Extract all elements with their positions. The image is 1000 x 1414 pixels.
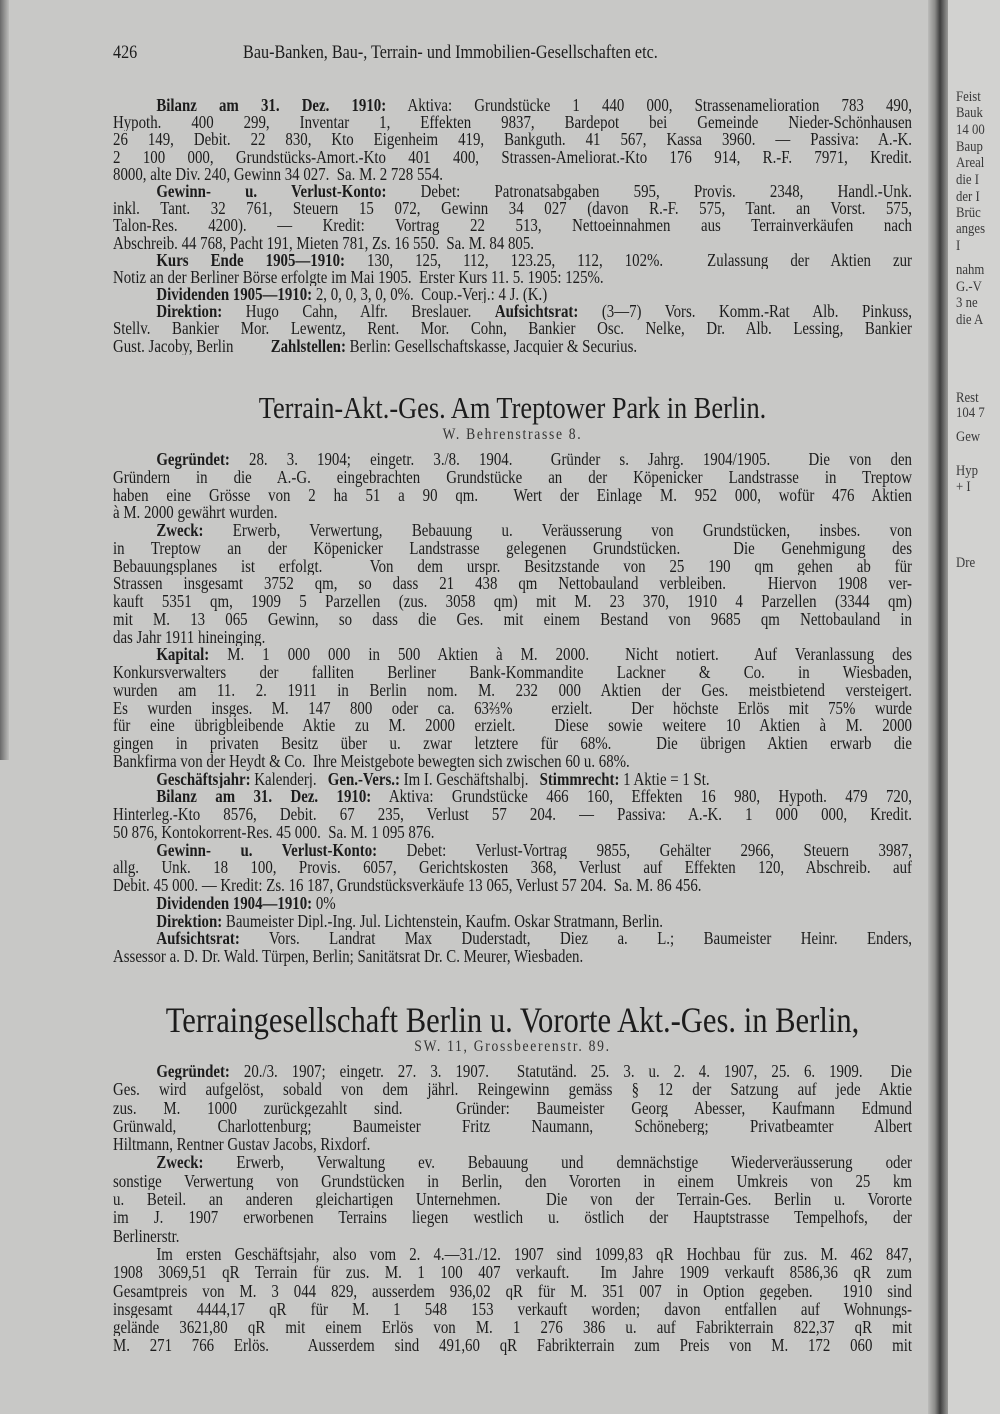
text-line: [113, 469, 912, 487]
paragraph: [113, 913, 912, 931]
text-line: [113, 1336, 912, 1354]
fragment-text: die I: [956, 172, 980, 188]
text-segment: (3—7) Vors. Komm.-Rat Alb. Pinkuss,: [578, 303, 912, 321]
text-segment: 28. 3. 1904; eingetr. 3./8. 1904. Gründer s. Jahrg. 1904/1905. Die von den: [229, 451, 912, 469]
text-segment: haben eine Grösse von 2 ha 51 a 90 qm. Wert der Einlage M. 952 000, wofür 476 Aktien: [113, 486, 912, 505]
section-label: Zweck:: [156, 522, 204, 540]
text-segment: Abschreib. 44 768, Pacht 191, Mieten 781, Zs. 16 550. Sa. M. 84 805.: [113, 234, 535, 252]
text-line: [113, 320, 912, 337]
book-gutter: [928, 0, 948, 1414]
text-segment: Grünwald, Charlottenburg; Baumeister Fritz Naumann, Schöneberg; Privatbeamter Albert: [113, 1116, 912, 1136]
text-segment: Debit. 45 000. — Kredit: Zs. 16 187, Grundstücksverkäufe 13 065, Verlust 57 204. Sa. M. 86 456.: [113, 877, 702, 895]
text-segment: 50 876, Kontokorrent-Res. 45 000. Sa. M. 1 095 876.: [113, 823, 435, 842]
text-segment: wurden am 11. 2. 1911 in Berlin nom. M. 232 000 Aktien der Ges. meistbietend versteigert.: [113, 681, 912, 700]
text-line: [113, 1135, 912, 1153]
text-segment: Aktiva: Grundstücke 466 160, Effekten 16 980, Hypoth. 479 720,: [371, 788, 912, 806]
text-segment: Berlinerstr.: [113, 1226, 180, 1245]
fragment-text: Rest: [956, 390, 979, 406]
text-line: [113, 504, 912, 522]
text-segment: Hinterleg.-Kto 8576, Debit. 67 235, Verlust 57 204. — Passiva: A.-K. 1 000 000, Kredit.: [113, 806, 912, 824]
paragraph: [113, 1153, 912, 1244]
text-line: [113, 1172, 912, 1190]
text-line: [113, 753, 912, 771]
text-segment: Strassen insgesamt 3752 qm, so dass 21 438 qm Nettobauland verbleiben. Hiervon 1908 ver-: [113, 575, 912, 593]
fragment-text: 14 00: [956, 122, 985, 138]
text-segment: Hugo Cahn, Alfr. Breslauer.: [222, 303, 495, 321]
text-line: [113, 269, 912, 286]
text-line: [113, 877, 912, 895]
company-address: W. Behrenstrasse 8.: [442, 426, 583, 443]
paragraph: [113, 303, 912, 355]
fragment-text: Areal: [956, 155, 985, 171]
paragraph: [113, 183, 912, 252]
text-line: [113, 717, 912, 735]
text-segment: Notiz an der Berliner Börse erfolgte im Mai 1905. Erster Kurs 11. 5. 1905: 125%.: [113, 268, 604, 287]
paragraph: [113, 1245, 912, 1355]
text-segment: u. Beteil. an anderen gleichartigen Unternehmen. Die von der Terrain-Ges. Berlin u. Vororte: [113, 1190, 912, 1209]
text-line: [113, 1153, 912, 1171]
text-line: [113, 217, 912, 234]
text-line: [113, 593, 912, 611]
text-segment: Erwerb, Verwertung, Bebauung u. Veräusserung von Grundstücken, insbes. von: [203, 522, 912, 540]
section-label: Dividenden 1904—1910:: [156, 894, 313, 913]
text-segment: Gust. Jacoby, Berlin: [113, 337, 271, 355]
text-line: [113, 522, 912, 540]
text-line: [113, 558, 912, 576]
fragment-text: anges: [956, 221, 986, 237]
fragment-text: Dre: [956, 555, 976, 571]
fragment-text: Bauk: [956, 105, 983, 121]
text-segment: Debet: Verlust-Vortrag 9855, Gehälter 2966, Steuern 3987,: [377, 841, 912, 860]
text-line: [113, 338, 912, 355]
text-segment: Berlin: Gesellschaftskasse, Jacquier & Securius.: [345, 337, 638, 355]
text-segment: Assessor a. D. Dr. Wald. Türpen, Berlin; Sanitätsrat Dr. C. Meurer, Wiesbaden.: [113, 948, 584, 966]
fragment-text: I: [956, 238, 961, 254]
text-line: [113, 200, 912, 217]
section-label: Gewinn- u. Verlust-Konto:: [156, 841, 378, 860]
text-line: [113, 842, 912, 860]
paragraph: [113, 451, 912, 522]
fragment-text: G.-V: [956, 279, 982, 295]
text-line: [113, 1062, 912, 1080]
page-header: [113, 42, 912, 66]
section-label: Direktion:: [156, 303, 223, 321]
text-segment: Vors. Landrat Max Duderstadt, Diez a. L.; Baumeister Heinr. Enders,: [239, 930, 912, 948]
company-address: SW. 11, Grossbeerenstr. 89.: [414, 1038, 611, 1055]
paragraph: [113, 252, 912, 286]
scan-left-edge: [0, 0, 9, 760]
fragment-text: Gew: [956, 429, 981, 445]
section-label: Zweck:: [156, 1153, 204, 1172]
running-title: Bau-Banken, Bau-, Terrain- und Immobilien-Gesellschaften etc.: [243, 42, 658, 63]
section-label: Aufsichtsrat:: [156, 930, 240, 948]
text-segment: in Treptow an der Köpenicker Landstrasse gelegenen Grundstücken. Die Genehmigung des: [113, 539, 912, 558]
section-label: Kurs Ende 1905—1910:: [156, 251, 346, 269]
text-line: [113, 1099, 912, 1117]
text-segment: 0%: [312, 894, 336, 913]
section-label: Direktion:: [156, 912, 223, 931]
text-segment: inkl. Tant. 32 761, Steuern 15 072, Gewinn 34 027 (davon R.-F. 575, Tant. an Vorst. 575,: [113, 200, 912, 218]
text-segment: im J. 1907 erworbenen Terrains liegen westlich u. östlich der Hauptstrasse Tempelhofs, der: [113, 1208, 912, 1227]
text-line: [113, 824, 912, 842]
paragraph: [113, 895, 912, 913]
text-segment: à M. 2000 gewährt wurden.: [113, 504, 278, 522]
text-segment: Bebauungsplanes ist erfolgt. Von dem urspr. Besitzstande von 25 190 qm gehen ab für: [113, 557, 912, 576]
text-segment: 1 Aktie = 1 St.: [619, 770, 710, 789]
text-segment: 130, 125, 112, 123.25, 112, 102%. Zulassung der Aktien zur: [345, 251, 912, 269]
section-label: Gewinn- u. Verlust-Konto:: [156, 182, 387, 201]
fragment-text: Hyp: [956, 463, 978, 479]
company-title: Terrain-Akt.-Ges. Am Treptower Park in Berlin.: [258, 390, 767, 425]
fragment-text: nahm: [956, 262, 985, 278]
fragment-text: Feist: [956, 89, 981, 105]
fragment-text: die A: [956, 312, 984, 328]
text-line: [113, 149, 912, 166]
section-terraingesellschaft-berlin-vororte: [113, 1002, 912, 1355]
text-segment: 2, 0, 0, 3, 0, 0%. Coup.-Verj.: 4 J. (K.): [312, 286, 548, 304]
section-label: Dividenden 1905—1910:: [156, 286, 313, 304]
text-segment: Gesamtpreis von M. 3 044 829, ausserdem 936,02 qR für M. 351 007 in Option gegeben. 1910 sind: [113, 1281, 912, 1300]
text-line: [113, 303, 912, 320]
text-segment: zus. M. 1000 zurückgezahlt sind. Gründer: Baumeister Georg Abesser, Kaufmann Edmund: [113, 1098, 912, 1117]
text-segment: M. 271 766 Erlös. Ausserdem sind 491,60 qR Fabrikterrain zum Preis von M. 172 060 mit: [113, 1336, 912, 1355]
text-line: [113, 166, 912, 183]
text-line: [113, 451, 912, 469]
text-line: [113, 1117, 912, 1135]
text-segment: 8000, alte Div. 240, Gewinn 34 027. Sa. M. 2 728 554.: [113, 165, 443, 183]
section-label: Gen.-Vers.:: [327, 770, 400, 789]
section-terrain-treptower-park: [113, 392, 912, 966]
text-line: [113, 252, 912, 269]
text-line: [113, 646, 912, 664]
section-continuation: [113, 97, 912, 355]
text-line: [113, 235, 912, 252]
text-segment: das Jahr 1911 hineinging.: [113, 628, 266, 647]
section-label: Geschäftsjahr:: [156, 770, 251, 789]
text-line: [113, 1245, 912, 1263]
text-line: [113, 930, 912, 948]
section-label: Aufsichtsrat:: [494, 303, 579, 321]
text-line: [113, 1300, 912, 1318]
section-label: Gegründet:: [156, 1062, 230, 1081]
text-segment: Kalenderj.: [250, 770, 328, 789]
text-line: [113, 948, 912, 966]
text-line: [113, 859, 912, 877]
text-line: [113, 183, 912, 200]
text-segment: für eine übrigbleibende Aktie zu M. 2000 erzielt. Diese sowie weitere 10 Aktien à M. 2000: [113, 717, 912, 735]
text-segment: kauft 5351 qm, 1909 5 Parzellen (zus. 3058 qm) mit M. 23 370, 1910 4 Parzellen (3344 qm): [113, 593, 912, 611]
text-segment: Gründern in die A.-G. eingebrachten Grundstücke an der Köpenicker Landstrasse in Treptow: [113, 468, 912, 487]
text-line: [113, 913, 912, 931]
text-segment: 2 100 000, Grundstücks-Amort.-Kto 401 400, Strassen-Ameliorat.-Kto 176 914, R.-F. 7971, Kredit.: [113, 148, 912, 166]
text-segment: gelände 3621,80 qR mit einem Erlös von M. 1 276 386 u. auf Fabrikterrain 822,37 qR mit: [113, 1318, 912, 1337]
text-line: [113, 895, 912, 913]
text-line: [113, 806, 912, 824]
text-segment: Debet: Patronatsabgaben 595, Provis. 2348, Handl.-Unk.: [386, 182, 912, 201]
text-line: [113, 735, 912, 753]
text-line: [113, 788, 912, 806]
text-line: [113, 629, 912, 647]
fragment-text: Baup: [956, 139, 983, 155]
text-line: [113, 1282, 912, 1300]
text-segment: Erwerb, Verwaltung ev. Bebauung und demnächstige Wiederveräusserung oder: [203, 1153, 912, 1172]
page-number: 426: [113, 42, 138, 63]
paragraph: [113, 286, 912, 303]
text-segment: sonstige Verwertung von Grundstücken in Berlin, den Vororten in einem Umkreis von 25 km: [113, 1171, 912, 1191]
text-segment: Hypoth. 400 299, Inventar 1, Effekten 9837, Bardepot bei Gemeinde Nieder-Schönhausen: [113, 114, 912, 132]
text-line: [113, 1080, 912, 1098]
section-label: Gegründet:: [156, 451, 230, 469]
text-segment: insgesamt 4444,17 qR für M. 1 548 153 verkauft worden; davon entfallen auf Wohnungs-: [113, 1299, 912, 1319]
adjacent-page-fragment: [948, 0, 1000, 1414]
fragment-text: der I: [956, 189, 980, 205]
fragment-text: 104 7: [956, 405, 985, 421]
fragment-text: + I: [956, 479, 971, 495]
text-segment: Im I. Geschäftshalbj.: [399, 770, 540, 789]
text-line: [113, 1318, 912, 1336]
text-segment: Es wurden insges. M. 147 800 oder ca. 63⅔% erzielt. Der höchste Erlös mit 75% wurde: [113, 699, 912, 718]
text-segment: mit M. 13 065 Gewinn, so dass die Ges. mit einem Bestand von 9685 qm Nettobauland in: [113, 610, 912, 629]
text-line: [113, 487, 912, 505]
text-segment: Im ersten Geschäftsjahr, also vom 2. 4.—31./12. 1907 sind 1099,83 qR Hochbau für zus. M. 462 847,: [156, 1244, 912, 1264]
text-line: [113, 1190, 912, 1208]
paragraph: [113, 930, 912, 966]
text-line: [113, 1263, 912, 1281]
text-segment: Stellv. Bankier Mor. Lewentz, Rent. Mor. Cohn, Bankier Osc. Nelke, Dr. Alb. Lessing, Bankier: [113, 320, 912, 338]
text-segment: 26 149, Debit. 22 830, Kto Eigenheim 419, Bankguth. 41 567, Kassa 3960. — Passiva: A.-K.: [113, 131, 912, 149]
paragraph: [113, 97, 912, 183]
text-line: [113, 771, 912, 789]
text-segment: 1908 3069,51 qR Terrain für zus. M. 1 100 407 verkauft. Im Jahre 1909 verkauft 8586,36 qR zum: [113, 1263, 912, 1282]
text-segment: Talon-Res. 4200). — Kredit: Vortrag 22 513, Nettoeinnahmen aus Terrainverkäufen nach: [113, 217, 912, 235]
text-segment: Ges. wird aufgelöst, sobald von dem jährl. Reingewinn gemäss § 12 der Satzung auf jede Aktie: [113, 1080, 912, 1099]
fragment-text: 3 ne: [956, 295, 978, 311]
text-segment: M. 1 000 000 in 500 Aktien à M. 2000. Nicht notiert. Auf Veranlassung des: [209, 646, 912, 664]
paragraph: [113, 522, 912, 646]
section-label: Bilanz am 31. Dez. 1910:: [156, 97, 387, 115]
text-line: [113, 131, 912, 148]
text-segment: allg. Unk. 18 100, Provis. 6057, Gerichtskosten 368, Verlust auf Effekten 120, Abschreib. auf: [113, 859, 912, 877]
text-line: [113, 611, 912, 629]
text-line: [113, 682, 912, 700]
fragment-text: Brüc: [956, 205, 981, 221]
text-line: [113, 1208, 912, 1226]
section-label: Bilanz am 31. Dez. 1910:: [156, 788, 372, 806]
text-line: [113, 286, 912, 303]
paragraph: [113, 646, 912, 770]
text-segment: gingen in privaten Besitz über u. zwar letztere für 68%. Die übrigen Aktien erwarb die: [113, 735, 912, 753]
text-line: [113, 540, 912, 558]
text-segment: Aktiva: Grundstücke 1 440 000, Strassenamelioration 783 490,: [386, 97, 912, 115]
text-line: [113, 700, 912, 718]
paragraph: [113, 1062, 912, 1153]
section-label: Stimmrecht:: [539, 770, 620, 789]
text-segment: 20./3. 1907; eingetr. 27. 3. 1907. Statutänd. 25. 3. u. 2. 4. 1907, 25. 6. 1909. Die: [229, 1062, 912, 1081]
text-line: [113, 664, 912, 682]
text-line: [113, 575, 912, 593]
paragraph: [113, 842, 912, 895]
section-label: Zahlstellen:: [270, 337, 346, 355]
text-segment: Bankfirma von der Heydt & Co. Ihre Meistgebote bewegten sich zwischen 60 u. 68%.: [113, 752, 630, 771]
text-segment: Konkursverwalters der falliten Berliner Bank-Kommandite Lackner & Co. in Wiesbaden,: [113, 664, 912, 682]
company-title: Terraingesellschaft Berlin u. Vororte Akt.-Ges. in Berlin,: [165, 1000, 860, 1040]
paragraph: [113, 771, 912, 789]
paragraph: [113, 788, 912, 841]
text-segment: Baumeister Dipl.-Ing. Jul. Lichtenstein, Kaufm. Oskar Stratmann, Berlin.: [222, 912, 663, 931]
text-line: [113, 97, 912, 114]
text-segment: Hiltmann, Rentner Gustav Jacobs, Rixdorf.: [113, 1135, 371, 1154]
text-line: [113, 1227, 912, 1245]
text-line: [113, 114, 912, 131]
section-label: Kapital:: [156, 646, 210, 664]
